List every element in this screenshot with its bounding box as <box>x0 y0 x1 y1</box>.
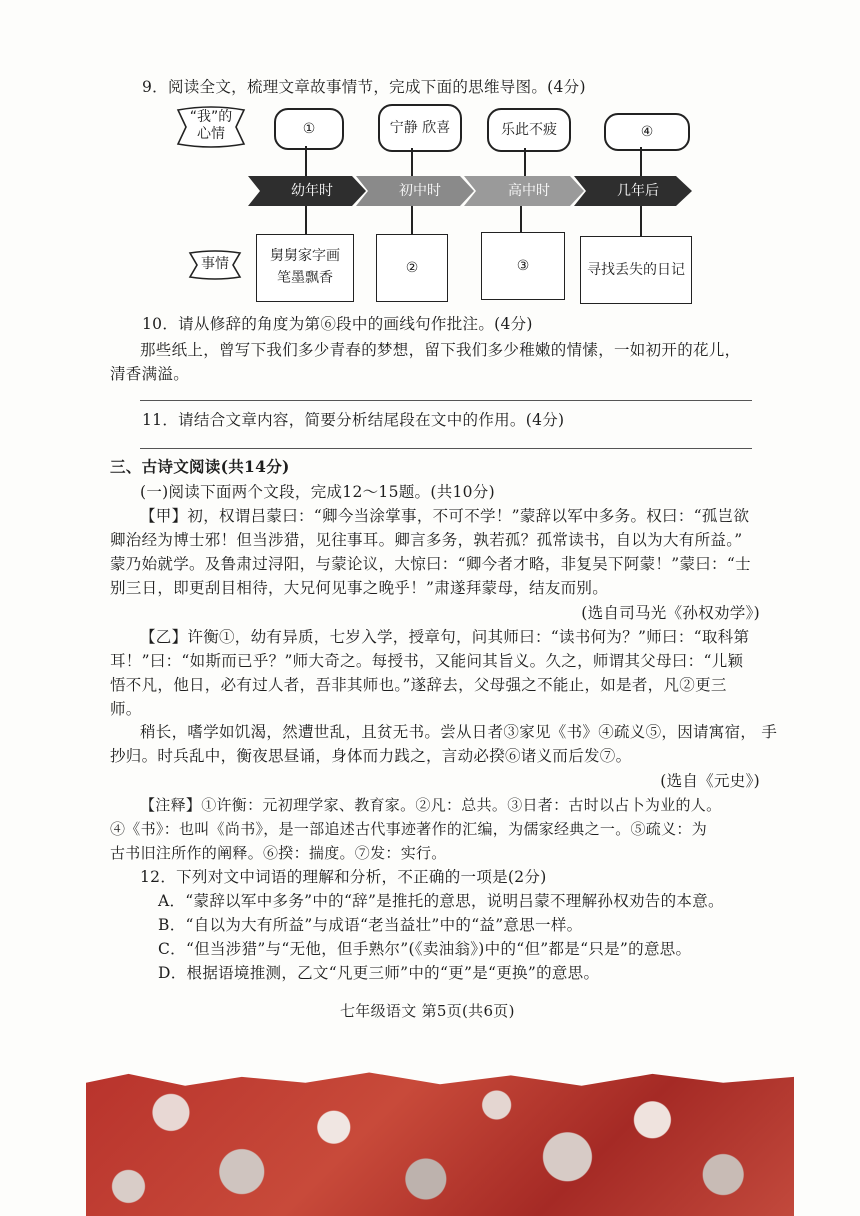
event-3-text: ③ <box>516 258 530 274</box>
connector-line <box>640 206 642 236</box>
jia-line: 【甲】初，权谓吕蒙曰：“卿今当涂掌事，不可不学！”蒙辞以军中多务。权曰：“孤岂欲 <box>140 507 750 525</box>
event-box-2 <box>376 234 448 302</box>
section3-heading: 三、古诗文阅读(共14分) <box>110 457 290 476</box>
answer-line <box>140 400 752 401</box>
event-1-line2: 笔墨飘香 <box>277 270 333 286</box>
q9-prompt: 9．阅读全文，梳理文章故事情节，完成下面的思维导图。(4分) <box>142 78 586 96</box>
q10-text-line1: 那些纸上，曾写下我们多少青春的梦想，留下我们多少稚嫩的情愫，一如初开的花儿， <box>140 341 741 359</box>
yi-line: 稍长，嗜学如饥渴，然遭世乱，且贫无书。尝从日者③家见《书》④疏义⑤，因请寓宿， 手 <box>140 723 778 741</box>
jia-line: 卿治经为博士邪！但当涉猎，见往事耳。卿言多务，孰若孤？孤常读书，自以为大有所益。” <box>110 531 743 549</box>
connector-line <box>524 148 526 176</box>
stage-label-2: 初中时 <box>399 183 441 199</box>
mood-box-2: 宁静 欣喜 <box>378 104 462 152</box>
mood-box-4 <box>604 113 690 151</box>
event-box-4: 寻找丢失的日记 <box>580 236 692 304</box>
events-tag <box>186 250 244 280</box>
mood-4-text: ④ <box>640 124 654 140</box>
q10-text-line2: 清香满溢。 <box>110 365 190 383</box>
answer-line <box>140 448 752 449</box>
mood-tag <box>174 106 248 148</box>
connector-line <box>411 148 413 176</box>
q12-option-d: D．根据语境推测，乙文“凡更三师”中的“更”是“更换”的意思。 <box>158 964 600 982</box>
mood-tag-line1: “我”的 <box>189 109 233 125</box>
stage-label-1: 幼年时 <box>291 183 333 199</box>
events-tag-label: 事情 <box>201 256 229 272</box>
mood-box-3: 乐此不疲 <box>487 108 571 152</box>
connector-line <box>305 146 307 176</box>
background-photo-strip <box>86 1068 794 1216</box>
q10-prompt: 10．请从修辞的角度为第⑥段中的画线句作批注。(4分) <box>142 315 533 333</box>
notes-line: ④《书》：也叫《尚书》，是一部追述古代事迹著作的汇编，为儒家经典之一。⑤疏义：为 <box>110 820 708 838</box>
q12-option-a: A．“蒙辞以军中多务”中的“辞”是推托的意思，说明吕蒙不理解孙权劝告的本意。 <box>158 892 724 910</box>
notes-line: 【注释】①许衡：元初理学家、教育家。②凡：总共。③日者：古时以占卜为业的人。 <box>140 796 722 814</box>
connector-line <box>520 206 522 232</box>
connector-line <box>305 206 307 234</box>
yi-source: (选自《元史》) <box>660 772 760 790</box>
q11-prompt: 11．请结合文章内容，简要分析结尾段在文中的作用。(4分) <box>142 411 565 429</box>
mood-tag-line2: 心情 <box>197 126 225 142</box>
q12-prompt: 12．下列对文中词语的理解和分析，不正确的一项是(2分) <box>140 868 547 886</box>
jia-line: 蒙乃始就学。及鲁肃过浔阳，与蒙论议，大惊曰：“卿今者才略，非复吴下阿蒙！”蒙曰：“士 <box>110 555 751 573</box>
jia-line: 别三日，即更刮目相待，大兄何见事之晚乎！”肃遂拜蒙母，结友而别。 <box>110 579 609 597</box>
stage-label-4: 几年后 <box>617 183 659 199</box>
event-1-line1: 舅舅家字画 <box>270 248 340 264</box>
event-box-1 <box>256 234 354 302</box>
connector-line <box>640 147 642 176</box>
stage-label-3: 高中时 <box>508 183 550 199</box>
yi-line: 抄归。时兵乱中，衡夜思昼诵，身体而力践之，言动必揆⑥诸义而后发⑦。 <box>110 747 632 765</box>
section3-sub: (一)阅读下面两个文段，完成12～15题。(共10分) <box>140 483 495 501</box>
notes-line: 古书旧注所作的阐释。⑥揆：揣度。⑦发：实行。 <box>110 844 447 862</box>
yi-line: 悟不凡，他日，必有过人者，吾非其师也。”遂辞去，父母强之不能止，如是者，凡②更三 <box>110 676 727 694</box>
jia-source: (选自司马光《孙权劝学》) <box>581 604 760 622</box>
yi-line: 耳！”曰：“如斯而已乎？”师大奇之。每授书，又能问其旨义。久之，师谓其父母曰：“儿颖 <box>110 652 744 670</box>
connector-line <box>411 206 413 234</box>
q12-option-c: C．“但当涉猎”与“无他，但手熟尔”(《卖油翁》)中的“但”都是“只是”的意思。 <box>158 940 692 958</box>
event-box-3 <box>481 232 565 300</box>
yi-line: 师。 <box>110 700 142 718</box>
yi-line: 【乙】许衡①，幼有异质，七岁入学，授章句，问其师曰：“读书何为？”师曰：“取科第 <box>140 628 750 646</box>
event-2-text: ② <box>405 260 419 276</box>
mood-box-1 <box>274 108 344 150</box>
mood-1-text: ① <box>302 121 316 137</box>
q12-option-b: B．“自以为大有所益”与成语“老当益壮”中的“益”意思一样。 <box>158 916 583 934</box>
page-footer: 七年级语文 第5页(共6页) <box>340 1002 515 1020</box>
